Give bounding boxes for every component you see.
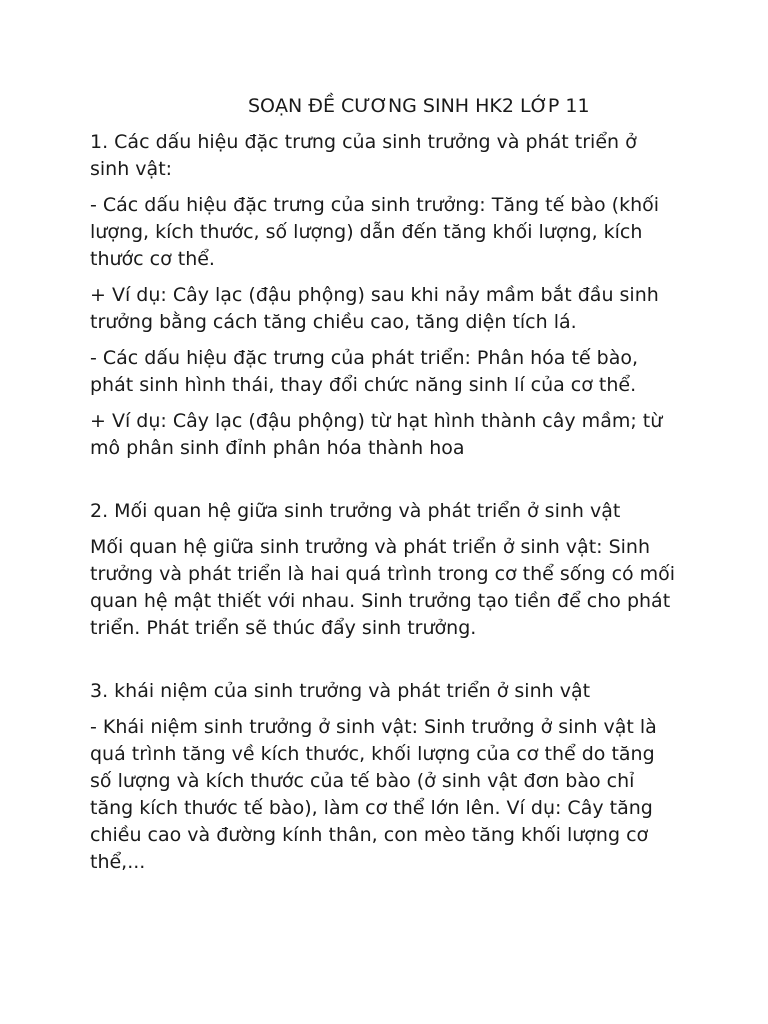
section-heading: 2. Mối quan hệ giữa sinh trưởng và phát triển ở sinh vật	[90, 500, 621, 522]
section-gap	[90, 651, 680, 678]
section-heading: 1. Các dấu hiệu đặc trưng của sinh trưởng và phát triển ở sinh vật:	[90, 131, 637, 180]
section-paragraph: + Ví dụ: Cây lạc (đậu phộng) từ hạt hình thành cây mầm; từ mô phân sinh đỉnh phân hóa thành hoa	[90, 410, 663, 459]
section-paragraph: - Các dấu hiệu đặc trưng của sinh trưởng: Tăng tế bào (khối lượng, kích thước, số lượng) dẫn đến tăng khối lượng, kích thước cơ thể.	[90, 194, 660, 270]
section-gap	[90, 471, 680, 498]
document-body	[90, 129, 680, 885]
section-heading: 3. khái niệm của sinh trưởng và phát triển ở sinh vật	[90, 680, 591, 702]
section-paragraph: + Ví dụ: Cây lạc (đậu phộng) sau khi nảy mầm bắt đầu sinh trưởng bằng cách tăng chiều cao, tăng diện tích lá.	[90, 284, 659, 333]
section-paragraph: - Khái niệm sinh trưởng ở sinh vật: Sinh trưởng ở sinh vật là quá trình tăng về kích thước, khối lượng của cơ thể do tăng số lượng và kích thước của tế bào (ở sinh vật đơn bào chỉ tăng kích thước tế bào), làm cơ thể lớn lên. Ví dụ: Cây tăng chiều cao và đường kính thân, con mèo tăng khối lượng cơ thể,...	[90, 716, 657, 873]
section-2	[90, 498, 680, 642]
section-paragraph: Mối quan hệ giữa sinh trưởng và phát triển ở sinh vật: Sinh trưởng và phát triển là hai quá trình trong cơ thể sống có mối quan hệ mật thiết với nhau. Sinh trưởng tạo tiền để cho phát triển. Phát triển sẽ thúc đẩy sinh trưởng.	[90, 536, 676, 639]
section-1	[90, 129, 680, 462]
section-3	[90, 678, 680, 876]
section-paragraph: - Các dấu hiệu đặc trưng của phát triển: Phân hóa tế bào, phát sinh hình thái, thay đổi chức năng sinh lí của cơ thể.	[90, 347, 639, 396]
document-title: SOẠN ĐỀ CƯƠNG SINH HK2 LỚP 11	[248, 95, 590, 117]
